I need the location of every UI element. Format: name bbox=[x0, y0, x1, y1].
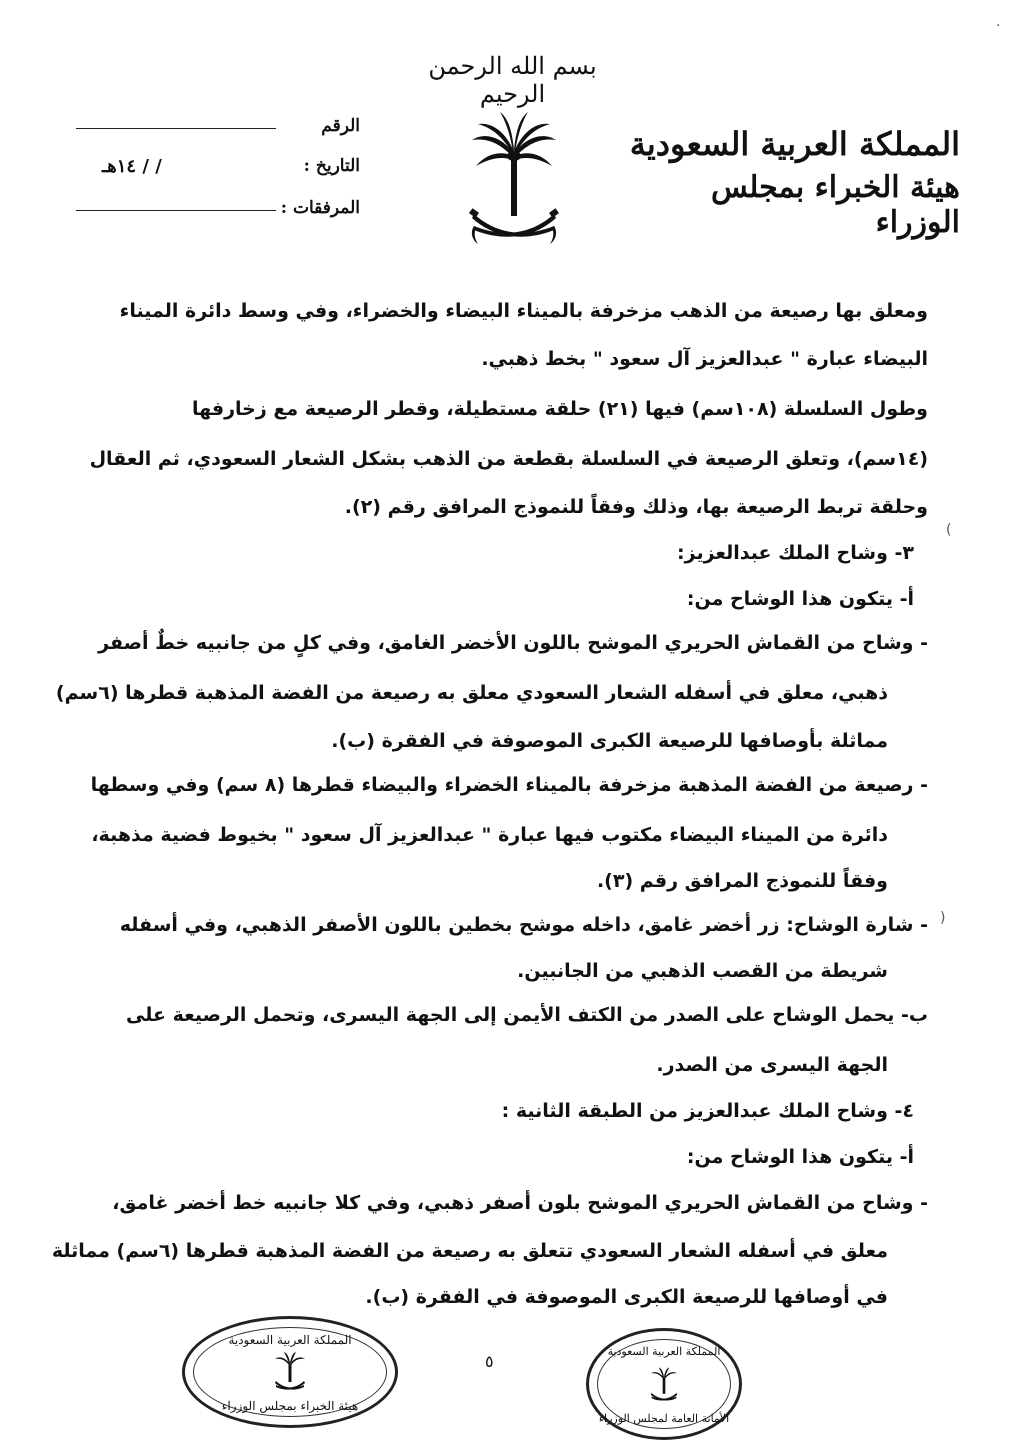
stamp-emblem-icon bbox=[273, 1352, 307, 1392]
saudi-emblem-icon bbox=[468, 110, 560, 250]
body-line: (١٤سم)، وتعلق الرصيعة في السلسلة بقطعة من الذهب بشكل الشعار السعودي، ثم العقال bbox=[89, 448, 928, 470]
stamp-bottom-text: الأمانة العامة لمجلس الوزراء bbox=[598, 1412, 730, 1425]
official-stamp-right bbox=[586, 1328, 742, 1440]
section-heading: ٣- وشاح الملك عبدالعزيز: bbox=[677, 542, 914, 564]
body-line: البيضاء عبارة " عبدالعزيز آل سعود " بخط ذهبي. bbox=[481, 348, 928, 370]
list-item: - وشاح من القماش الحريري الموشح بلون أصفر ذهبي، وفي كلا جانبيه خط أخضر غامق، bbox=[112, 1192, 928, 1214]
org-department: هيئة الخبراء بمجلس الوزراء bbox=[710, 170, 960, 240]
list-item: - رصيعة من الفضة المذهبة مزخرفة بالميناء الخضراء والبيضاء قطرها (٨ سم) وفي وسطها bbox=[90, 774, 928, 796]
stamp-top-text: المملكة العربية السعودية bbox=[228, 1333, 352, 1347]
body-line: وفقاً للنموذج المرافق رقم (٣). bbox=[596, 870, 888, 892]
ref-line bbox=[76, 128, 276, 129]
body-line: شريطة من القصب الذهبي من الجانبين. bbox=[517, 960, 888, 982]
stamp-emblem-icon bbox=[649, 1367, 679, 1403]
sub-heading: أ- يتكون هذا الوشاح من: bbox=[686, 1146, 914, 1168]
org-name: المملكة العربية السعودية bbox=[629, 125, 960, 163]
stamp-top-text: المملكة العربية السعودية bbox=[607, 1345, 721, 1358]
date-value: / / ١٤هـ bbox=[102, 156, 162, 177]
page-number: ٥ bbox=[485, 1352, 494, 1371]
body-line: دائرة من الميناء البيضاء مكتوب فيها عبارة " عبدالعزيز آل سعود " بخيوط فضية مذهبة، bbox=[91, 824, 888, 846]
date-field bbox=[60, 156, 360, 184]
list-item: - شارة الوشاح: زر أخضر غامق، داخله موشح بخطين باللون الأصفر الذهبي، وفي أسفله bbox=[119, 914, 928, 936]
body-line: مماثلة بأوصافها للرصيعة الكبرى الموصوفة في الفقرة (ب). bbox=[331, 730, 888, 752]
body-line: ذهبي، معلق في أسفله الشعار السعودي معلق به رصيعة من الفضة المذهبة قطرها (٦سم) bbox=[55, 682, 888, 704]
section-heading: ٤- وشاح الملك عبدالعزيز من الطبقة الثانية : bbox=[501, 1100, 914, 1122]
scan-speck: · bbox=[996, 18, 1001, 34]
body-line: وطول السلسلة (١٠٨سم) فيها (٢١) حلقة مستطيلة، وقطر الرصيعة مع زخارفها bbox=[191, 398, 928, 420]
list-item: - وشاح من القماش الحريري الموشح باللون الأخضر الغامق، وفي كلٍ من جانبيه خطٌ أصفر bbox=[98, 632, 928, 654]
body-line: الجهة اليسرى من الصدر. bbox=[656, 1054, 888, 1076]
sub-heading: ب- يحمل الوشاح على الصدر من الكتف الأيمن إلى الجهة اليسرى، وتحمل الرصيعة على bbox=[126, 1004, 928, 1026]
attachments-line bbox=[76, 210, 276, 211]
attachments-field bbox=[60, 198, 360, 226]
body-line: معلق في أسفله الشعار السعودي تتعلق به رصيعة من الفضة المذهبة قطرها (٦سم) مماثلة bbox=[51, 1240, 888, 1262]
stamp-bottom-text: هيئة الخبراء بمجلس الوزراء bbox=[221, 1399, 359, 1413]
sub-heading: أ- يتكون هذا الوشاح من: bbox=[686, 588, 914, 610]
body-line: وحلقة تربط الرصيعة بها، وذلك وفقاً للنموذج المرافق رقم (٢). bbox=[344, 496, 928, 518]
ref-label: الرقم bbox=[321, 116, 360, 136]
body-line: في أوصافها للرصيعة الكبرى الموصوفة في الفقرة (ب). bbox=[365, 1286, 888, 1308]
official-stamp-left bbox=[182, 1316, 398, 1428]
scan-speck: ( bbox=[946, 522, 952, 538]
attachments-label: المرفقات : bbox=[280, 198, 360, 218]
basmala: بسم الله الرحمن الرحيم bbox=[428, 52, 597, 108]
body-line: ومعلق بها رصيعة من الذهب مزخرفة بالميناء البيضاء والخضراء، وفي وسط دائرة الميناء bbox=[119, 300, 928, 322]
date-label: التاريخ : bbox=[303, 156, 360, 176]
ref-field bbox=[60, 116, 360, 144]
scan-speck: ) bbox=[940, 910, 946, 926]
